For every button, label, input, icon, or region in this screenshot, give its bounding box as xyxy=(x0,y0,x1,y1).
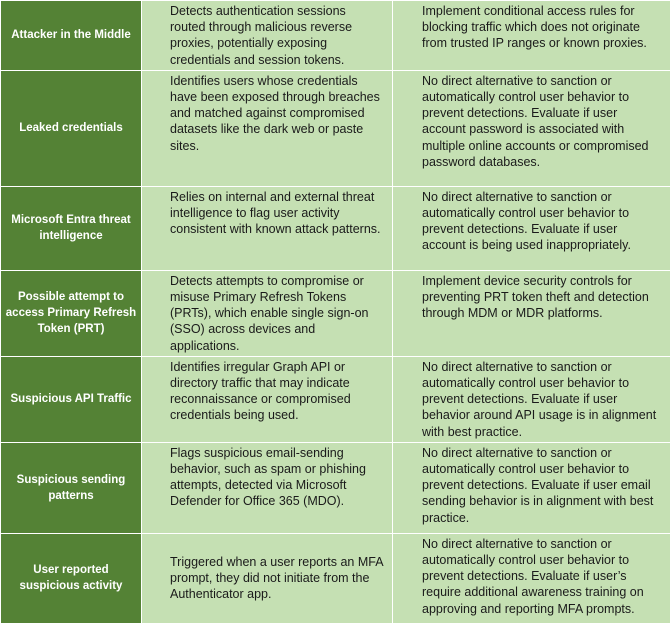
alternative-cell: No direct alternative to sanction or automatically control user behavior to prevent detections. Evaluate if user account is being used inappropriately. xyxy=(393,186,670,270)
alternative-cell: Implement device security controls for preventing PRT token theft and detection through MDM or MDR platforms. xyxy=(393,270,670,356)
alternative-cell: No direct alternative to sanction or automatically control user behavior to prevent detections. Evaluate if user email sending behavior is in alignment with best practice. xyxy=(393,442,670,533)
description-cell: Flags suspicious email-sending behavior, such as spam or phishing attempts, detected via Microsoft Defender for Office 365 (MDO). xyxy=(142,442,393,533)
table-row xyxy=(1,442,670,533)
alternative-cell: No direct alternative to sanction or automatically control user behavior to prevent detections. Evaluate if user account password is associated with multiple online accounts or compromised password databases. xyxy=(393,70,670,186)
risk-name-cell: Possible attempt to access Primary Refresh Token (PRT) xyxy=(1,270,142,356)
description-cell: Identifies irregular Graph API or directory traffic that may indicate reconnaissance or compromised credentials being used. xyxy=(142,356,393,442)
alternative-cell: No direct alternative to sanction or automatically control user behavior to prevent detections. Evaluate if user behavior around API usage is in alignment with best practice. xyxy=(393,356,670,442)
table-row xyxy=(1,356,670,442)
table-row xyxy=(1,186,670,270)
risk-name-cell: Suspicious sending patterns xyxy=(1,442,142,533)
table-row xyxy=(1,70,670,186)
alternative-cell: Implement conditional access rules for blocking traffic which does not originate from trusted IP ranges or known proxies. xyxy=(393,1,670,71)
description-cell: Identifies users whose credentials have been exposed through breaches and matched against compromised datasets like the dark web or paste sites. xyxy=(142,70,393,186)
table-row xyxy=(1,270,670,356)
table-row xyxy=(1,1,670,71)
risk-name-cell: Leaked credentials xyxy=(1,70,142,186)
table-row xyxy=(1,533,670,623)
risk-name-cell: Attacker in the Middle xyxy=(1,1,142,71)
description-cell: Detects authentication sessions routed through malicious reverse proxies, potentially exposing credentials and session tokens. xyxy=(142,1,393,71)
description-cell: Detects attempts to compromise or misuse Primary Refresh Tokens (PRTs), which enable single sign-on (SSO) across devices and applications. xyxy=(142,270,393,356)
risk-name-cell: Microsoft Entra threat intelligence xyxy=(1,186,142,270)
risk-name-cell: Suspicious API Traffic xyxy=(1,356,142,442)
risk-name-cell: User reported suspicious activity xyxy=(1,533,142,623)
description-cell: Triggered when a user reports an MFA prompt, they did not initiate from the Authenticator app. xyxy=(142,533,393,623)
alternative-cell: No direct alternative to sanction or automatically control user behavior to prevent detections. Evaluate if user’s require additional awareness training on approving and reporting MFA prompts. xyxy=(393,533,670,623)
description-cell: Relies on internal and external threat intelligence to flag user activity consistent with known attack patterns. xyxy=(142,186,393,270)
